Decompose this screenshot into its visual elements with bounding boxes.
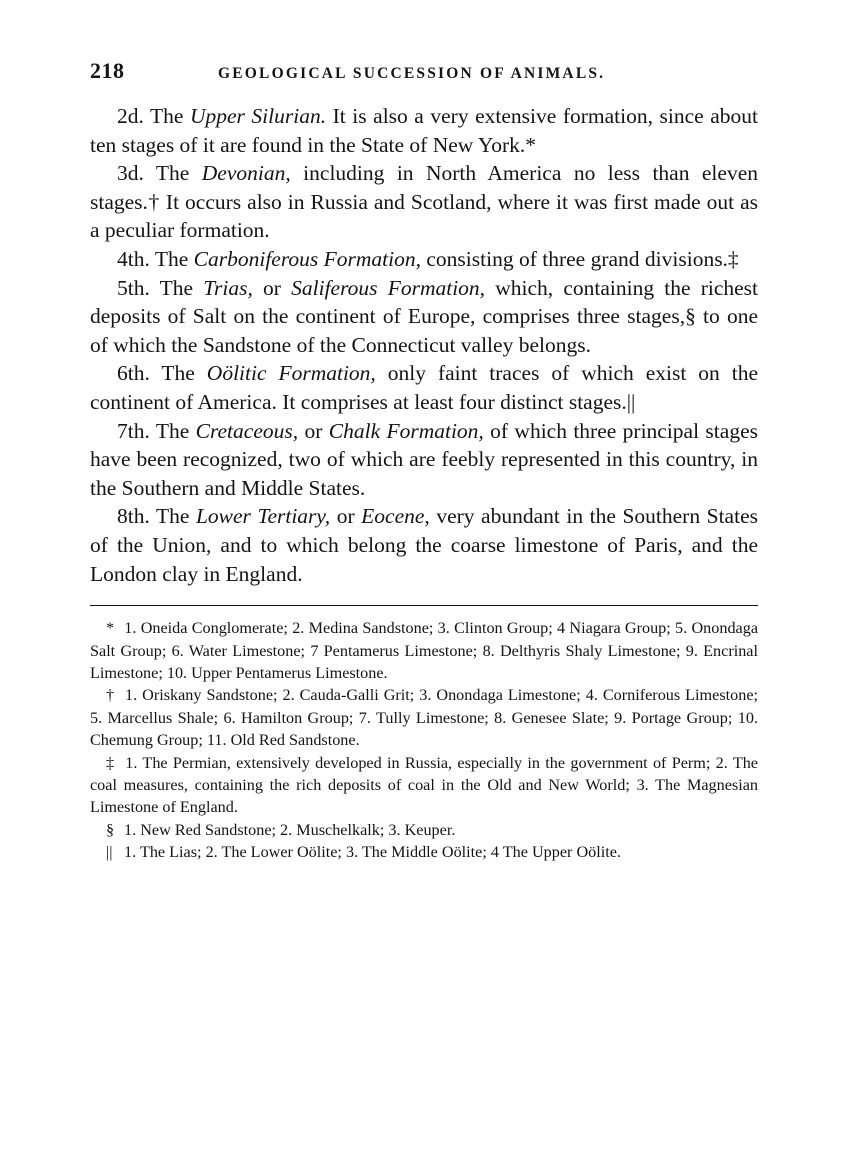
footnote-mark: † bbox=[106, 686, 115, 705]
book-page bbox=[90, 58, 758, 864]
paragraph-devonian: 3d. The Devonian, including in North America no less than eleven stages.† It occurs also in Russia and Scotland, where it was first made out as a peculiar formation. bbox=[90, 161, 758, 243]
footnote-text: 1. The Lias; 2. The Lower Oölite; 3. The Middle Oölite; 4 The Upper Oölite. bbox=[124, 843, 621, 862]
paragraph-oolitic: 6th. The Oölitic Formation, only faint traces of which exist on the continent of America. It comprises at least four distinct stages.|| bbox=[90, 361, 759, 414]
formation-name: Saliferous Formation, bbox=[291, 275, 486, 300]
footnote-text: 1. New Red Sandstone; 2. Muschelkalk; 3. Keuper. bbox=[124, 820, 456, 839]
formation-name: Carboniferous Formation, bbox=[193, 246, 421, 271]
formation-name: Devonian, bbox=[201, 161, 291, 186]
formation-name: Eocene, bbox=[361, 504, 430, 529]
footnote bbox=[90, 684, 758, 751]
formation-name: Chalk Formation, bbox=[328, 418, 484, 443]
footnote-mark: ‡ bbox=[106, 753, 115, 772]
footnote-mark: || bbox=[106, 843, 113, 862]
page-header bbox=[90, 58, 758, 88]
footnote-text: 1. The Permian, extensively developed in Russia, especially in the government of Perm; 2. The coal measures, containing the rich deposits of coal in the Old and New World; 3. The Magnesian Limestone of England. bbox=[90, 753, 758, 817]
footnote-text: 1. Oriskany Sandstone; 2. Cauda-Galli Grit; 3. Onondaga Limestone; 4. Corniferous Limestone; 5. Marcellus Shale; 6. Hamilton Group; 7. Tully Limestone; 8. Genesee Slate; 9. Portage Group; 10. Chemung Group; 11. Old Red Sandstone. bbox=[90, 686, 758, 750]
formation-name: Lower Tertiary, bbox=[195, 504, 331, 529]
paragraph-cretaceous: 7th. The Cretaceous, or Chalk Formation, of which three principal stages have been recognized, two of which are feebly represented in this country, in the Southern and Middle States. bbox=[90, 418, 758, 500]
footnote-divider bbox=[90, 605, 758, 606]
footnote bbox=[90, 819, 758, 841]
footnote bbox=[90, 752, 758, 819]
formation-name: Trias, bbox=[203, 275, 253, 300]
footnote-mark: § bbox=[106, 820, 115, 839]
body-text bbox=[90, 102, 758, 588]
paragraph-trias: 5th. The Trias, or Saliferous Formation, which, containing the richest deposits of Salt on the continent of Europe, comprises three stages,§ to one of which the Sandstone of the Connecticut valley belongs. bbox=[90, 275, 759, 357]
page-number: 218 bbox=[90, 58, 125, 83]
footnote bbox=[90, 841, 758, 863]
footnote-text: 1. Oneida Conglomerate; 2. Medina Sandstone; 3. Clinton Group; 4 Niagara Group; 5. Onondaga Salt Group; 6. Water Limestone; 7 Pentamerus Limestone; 8. Delthyris Shaly Limestone; 9. Encrinal Limestone; 10. Upper Pentamerus Limestone. bbox=[90, 619, 758, 682]
paragraph-lower-tertiary: 8th. The Lower Tertiary, or Eocene, very abundant in the Southern States of the Union, and to which belong the coarse limestone of Paris, and the London clay in England. bbox=[90, 504, 758, 586]
paragraph-carboniferous: 4th. The Carboniferous Formation, consisting of three grand divisions.‡ bbox=[117, 246, 739, 271]
formation-name: Oölitic Formation, bbox=[206, 361, 376, 386]
footnote bbox=[90, 617, 758, 684]
running-head: GEOLOGICAL SUCCESSION OF ANIMALS. bbox=[218, 65, 606, 82]
footnote-mark: * bbox=[106, 619, 115, 638]
formation-name: Cretaceous, bbox=[195, 418, 299, 443]
footnotes bbox=[90, 617, 758, 863]
paragraph-upper-silurian: 2d. The Upper Silurian. It is also a very extensive formation, since about ten stages of it are found in the State of New York.* bbox=[90, 104, 758, 157]
formation-name: Upper Silurian. bbox=[189, 104, 327, 128]
